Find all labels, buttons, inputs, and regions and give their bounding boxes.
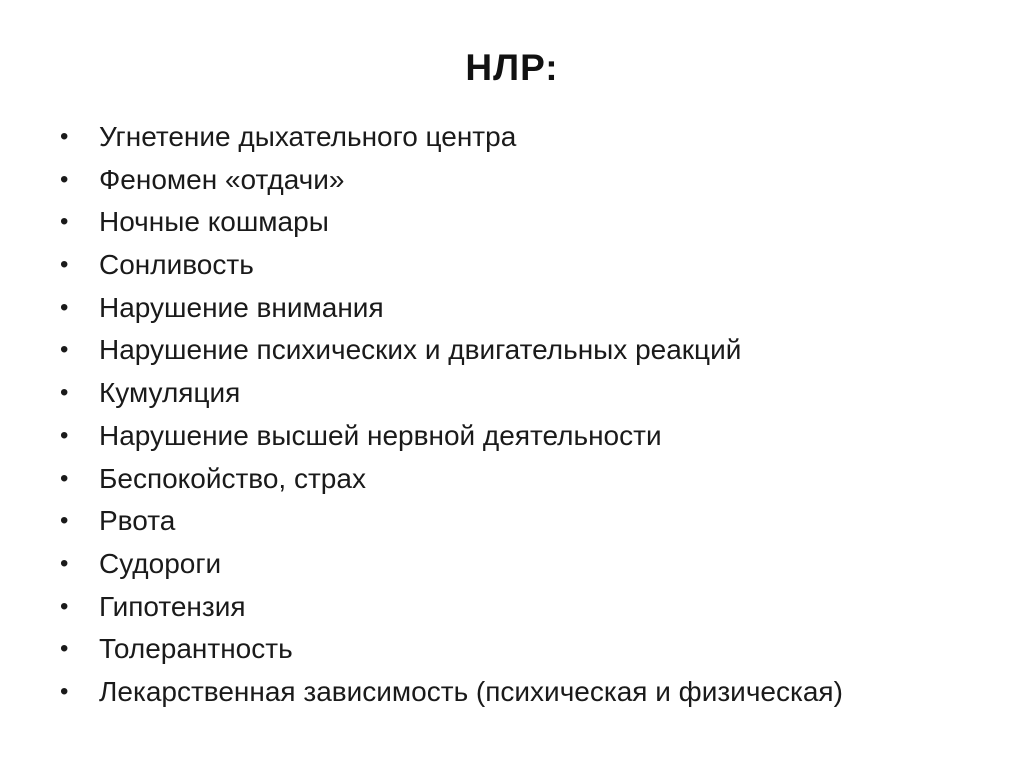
bullet-icon: • [60,293,69,321]
list-item-text: Толерантность [99,633,293,665]
list-item-text: Кумуляция [99,377,241,409]
bullet-icon: • [60,251,69,279]
bullet-icon: • [60,421,69,449]
list-item-text: Судороги [99,547,222,579]
list-item-text: Сонливость [99,249,254,281]
bullet-icon: • [60,165,69,193]
bullet-icon: • [60,635,69,663]
slide-title: НЛР: [465,47,559,88]
list-item-text: Феномен «отдачи» [99,163,345,195]
bullet-icon: • [60,123,69,150]
list-item-text: Гипотензия [99,590,246,622]
bullet-icon: • [60,677,69,705]
list-item-text: Ночные кошмары [99,206,329,238]
bullet-icon: • [60,507,69,535]
bullet-icon: • [60,208,69,236]
list-item-text: Рвота [99,505,176,537]
list-item-text: Нарушение психических и двигательных реакций [99,334,742,366]
list-item-text: Лекарственная зависимость (психическая и физическая) [99,675,843,707]
list-item-text: Угнетение дыхательного центра [99,121,517,152]
bullet-icon: • [60,379,69,407]
bullet-icon: • [60,464,69,492]
bullet-icon: • [60,336,69,364]
list-item-text: Нарушение внимания [99,291,384,323]
list-item-text: Беспокойство, страх [99,462,366,494]
list-item-text: Нарушение высшей нервной деятельности [99,419,662,451]
bullet-icon: • [60,549,69,577]
bullet-icon: • [60,592,69,620]
